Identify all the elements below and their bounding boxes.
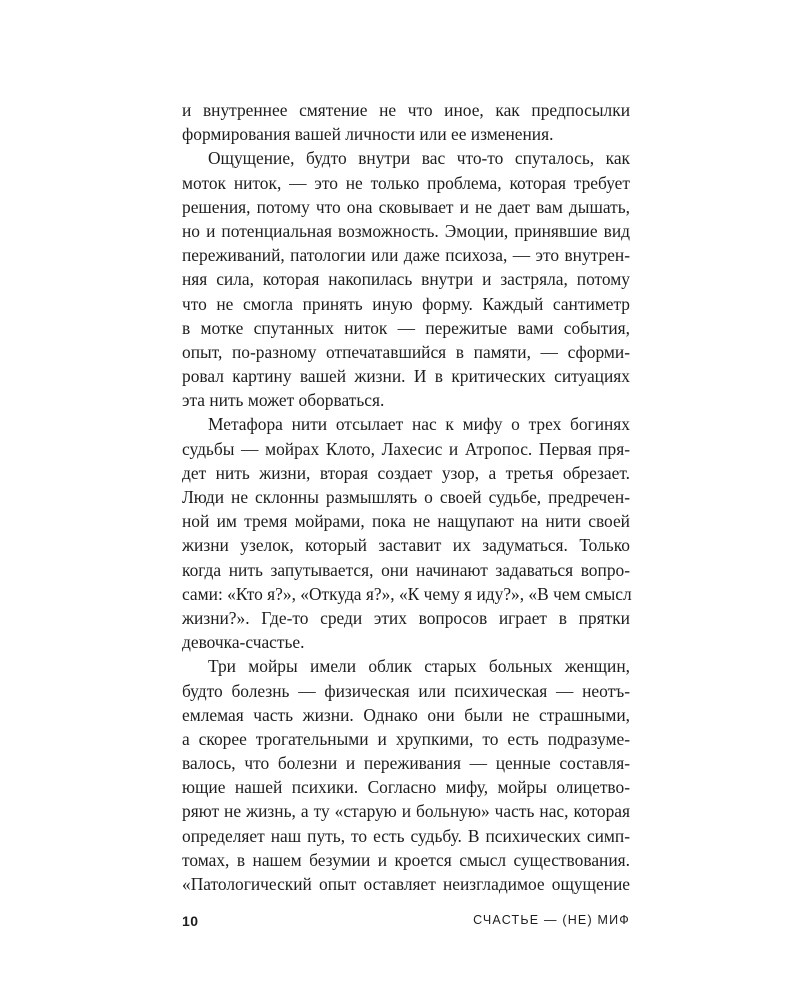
text-line: когда нить запутывается, они начинают задаваться вопро- bbox=[182, 559, 630, 580]
text-line: сами: «Кто я?», «Откуда я?», «К чему я иду?», «В чем смысл bbox=[182, 583, 632, 604]
text-line: что не смогла принять иную форму. Каждый сантиметр bbox=[182, 293, 630, 314]
text-line: девочка-счастье. bbox=[182, 632, 305, 653]
text-line: жизни?». Где-то среди этих вопросов играет в прятки bbox=[182, 607, 630, 628]
text-line: определяет наш путь, то есть судьбу. В психических симп- bbox=[182, 825, 630, 846]
text-line: ной им тремя мойрами, пока не нащупают на нити своей bbox=[182, 511, 630, 532]
text-line: опыт, по-разному отпечатавшийся в памяти, — сформи- bbox=[182, 341, 630, 362]
page-footer bbox=[182, 913, 630, 933]
text-line: судьбы — мойрах Клото, Лахесис и Атропос. Первая пря- bbox=[182, 438, 630, 459]
text-line: жизни узелок, который заставит их задуматься. Только bbox=[182, 535, 630, 556]
text-line: переживаний, патологии или даже психоза, — это внутрен- bbox=[182, 245, 630, 266]
paragraph-first-line: Ощущение, будто внутри вас что-то спуталось, как bbox=[208, 148, 630, 169]
text-line: «Патологический опыт оставляет неизгладимое ощущение bbox=[182, 874, 630, 894]
text-line: ровал картину вашей жизни. И в критических ситуациях bbox=[182, 366, 630, 387]
paragraph-first-line: Три мойры имели облик старых больных женщин, bbox=[208, 656, 630, 677]
text-line: томах, в нашем безумии и кроется смысл существования. bbox=[182, 849, 630, 870]
text-line: формирования вашей личности или ее изменения. bbox=[182, 124, 554, 145]
text-line: Люди не склонны размышлять о своей судьбе, предречен- bbox=[182, 487, 630, 507]
text-line: емлемая часть жизни. Однако они были не страшными, bbox=[182, 704, 630, 725]
text-line: моток ниток, — это не только проблема, которая требует bbox=[182, 172, 630, 193]
text-line: решения, потому что она сковывает и не дает вам дышать, bbox=[182, 196, 630, 217]
running-title: СЧАСТЬЕ — (НЕ) МИФ bbox=[473, 913, 630, 927]
text-line: валось, что болезни и переживания — ценные составля- bbox=[182, 753, 630, 774]
body-text bbox=[182, 98, 630, 896]
text-line: эта нить может оборваться. bbox=[182, 390, 385, 411]
text-line: ряют не жизнь, а ту «старую и больную» часть нас, которая bbox=[182, 801, 630, 822]
text-line: няя сила, которая накопилась внутри и застряла, потому bbox=[182, 269, 630, 290]
page-number: 10 bbox=[182, 913, 199, 929]
text-line: и внутреннее смятение не что иное, как предпосылки bbox=[182, 100, 630, 120]
paragraph-first-line: Метафора нити отсылает нас к мифу о трех богинях bbox=[208, 414, 630, 435]
text-line: а скорее трогательными и хрупкими, то есть подразуме- bbox=[182, 728, 630, 749]
text-line: но и потенциальная возможность. Эмоции, принявшие вид bbox=[182, 220, 630, 241]
text-line: будто болезнь — физическая или психическая — неотъ- bbox=[182, 680, 630, 701]
text-line: в мотке спутанных ниток — пережитые вами события, bbox=[182, 317, 630, 338]
text-line: дет нить жизни, вторая создает узор, а третья обрезает. bbox=[182, 462, 630, 483]
text-line: ющие нашей психики. Согласно мифу, мойры олицетво- bbox=[182, 777, 630, 798]
